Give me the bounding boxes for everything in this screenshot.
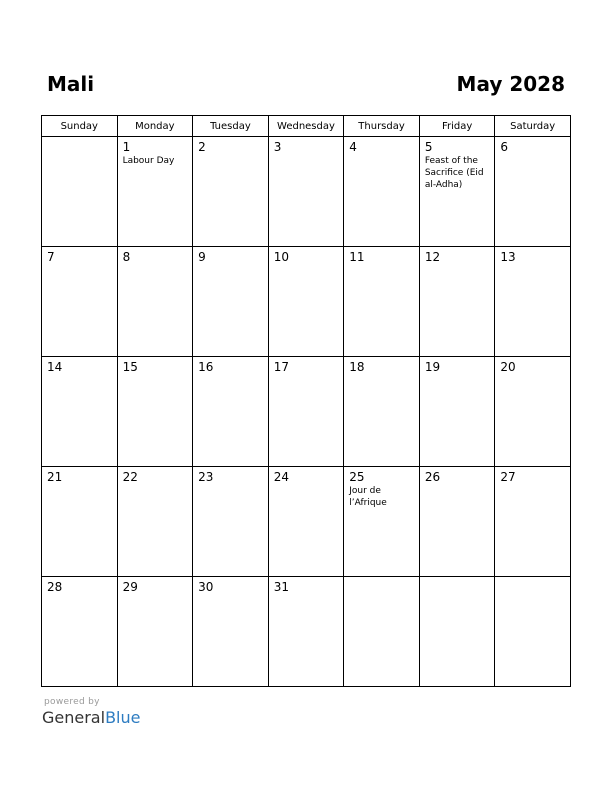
week-row xyxy=(42,577,571,687)
day-cell xyxy=(117,247,193,357)
month-year-title: May 2028 xyxy=(456,72,565,96)
day-number: 10 xyxy=(273,250,289,264)
day-number: 24 xyxy=(273,470,289,484)
week-row xyxy=(42,357,571,467)
day-cell xyxy=(495,137,571,247)
day-number: 25 xyxy=(349,470,365,484)
weekday-header-friday: Friday xyxy=(419,116,495,137)
day-number: 7 xyxy=(47,250,55,264)
day-number: 27 xyxy=(500,470,516,484)
week-row xyxy=(42,467,571,577)
day-number: 11 xyxy=(349,250,365,264)
weekday-header-sunday: Sunday xyxy=(42,116,118,137)
day-cell xyxy=(495,577,571,687)
day-cell xyxy=(495,467,571,577)
day-number: 12 xyxy=(424,250,441,264)
day-number: 2 xyxy=(198,140,206,154)
day-number: 28 xyxy=(47,580,63,594)
day-number: 1 xyxy=(122,140,131,154)
weekday-header-saturday: Saturday xyxy=(495,116,571,137)
weekday-header-row xyxy=(42,116,571,137)
weekday-header-thursday: Thursday xyxy=(344,116,420,137)
day-cell xyxy=(193,467,269,577)
day-number: 6 xyxy=(500,140,509,154)
day-cell xyxy=(268,357,344,467)
day-cell xyxy=(268,247,344,357)
day-number: 23 xyxy=(198,470,214,484)
country-title: Mali xyxy=(47,72,95,96)
day-number: 17 xyxy=(273,360,289,374)
day-number: 16 xyxy=(198,360,214,374)
day-cell xyxy=(344,357,420,467)
day-cell xyxy=(344,137,420,247)
day-number: 4 xyxy=(349,140,357,154)
brand-general-text: General xyxy=(42,708,106,727)
week-row xyxy=(42,137,571,247)
day-cell xyxy=(344,247,420,357)
day-number: 13 xyxy=(500,250,516,264)
day-cell xyxy=(42,357,118,467)
day-cell xyxy=(495,247,571,357)
weekday-header-wednesday: Wednesday xyxy=(268,116,344,137)
day-number: 19 xyxy=(424,360,441,374)
weekday-header-monday: Monday xyxy=(117,116,193,137)
day-cell xyxy=(117,357,193,467)
brand-blue-text: Blue xyxy=(105,708,141,727)
day-cell xyxy=(42,467,118,577)
day-cell xyxy=(117,467,193,577)
day-number: 9 xyxy=(198,250,206,264)
day-number: 5 xyxy=(424,140,433,154)
day-number: 14 xyxy=(47,360,63,374)
day-number: 29 xyxy=(122,580,138,594)
day-cell xyxy=(193,577,269,687)
day-number: 8 xyxy=(122,250,131,264)
holiday-label: Labour Day xyxy=(122,156,175,166)
day-cell xyxy=(419,247,495,357)
day-cell xyxy=(419,467,495,577)
day-cell xyxy=(268,137,344,247)
brand-logo[interactable] xyxy=(42,708,140,728)
day-cell xyxy=(42,247,118,357)
day-number: 18 xyxy=(349,360,365,374)
day-cell xyxy=(268,577,344,687)
day-cell xyxy=(117,577,193,687)
day-cell xyxy=(42,137,118,247)
day-cell xyxy=(117,137,193,247)
day-cell xyxy=(193,357,269,467)
day-cell xyxy=(42,577,118,687)
day-number: 15 xyxy=(122,360,138,374)
day-cell xyxy=(193,137,269,247)
day-number: 31 xyxy=(273,580,289,594)
holiday-label: Jour de l’Afrique xyxy=(349,486,387,508)
day-cell xyxy=(419,577,495,687)
holiday-label: Feast of the Sacrifice (Eid al-Adha) xyxy=(424,156,484,190)
day-cell xyxy=(344,467,420,577)
day-cell xyxy=(419,357,495,467)
powered-by-text: powered by xyxy=(44,697,100,707)
day-number: 22 xyxy=(122,470,138,484)
day-number: 30 xyxy=(198,580,214,594)
day-cell xyxy=(268,467,344,577)
weekday-header-tuesday: Tuesday xyxy=(193,116,269,137)
day-cell xyxy=(344,577,420,687)
day-number: 21 xyxy=(47,470,63,484)
day-number: 20 xyxy=(500,360,516,374)
day-number: 26 xyxy=(424,470,441,484)
day-number: 3 xyxy=(273,140,282,154)
week-row xyxy=(42,247,571,357)
day-cell xyxy=(495,357,571,467)
day-cell xyxy=(193,247,269,357)
day-cell xyxy=(419,137,495,247)
calendar-grid xyxy=(41,115,571,687)
